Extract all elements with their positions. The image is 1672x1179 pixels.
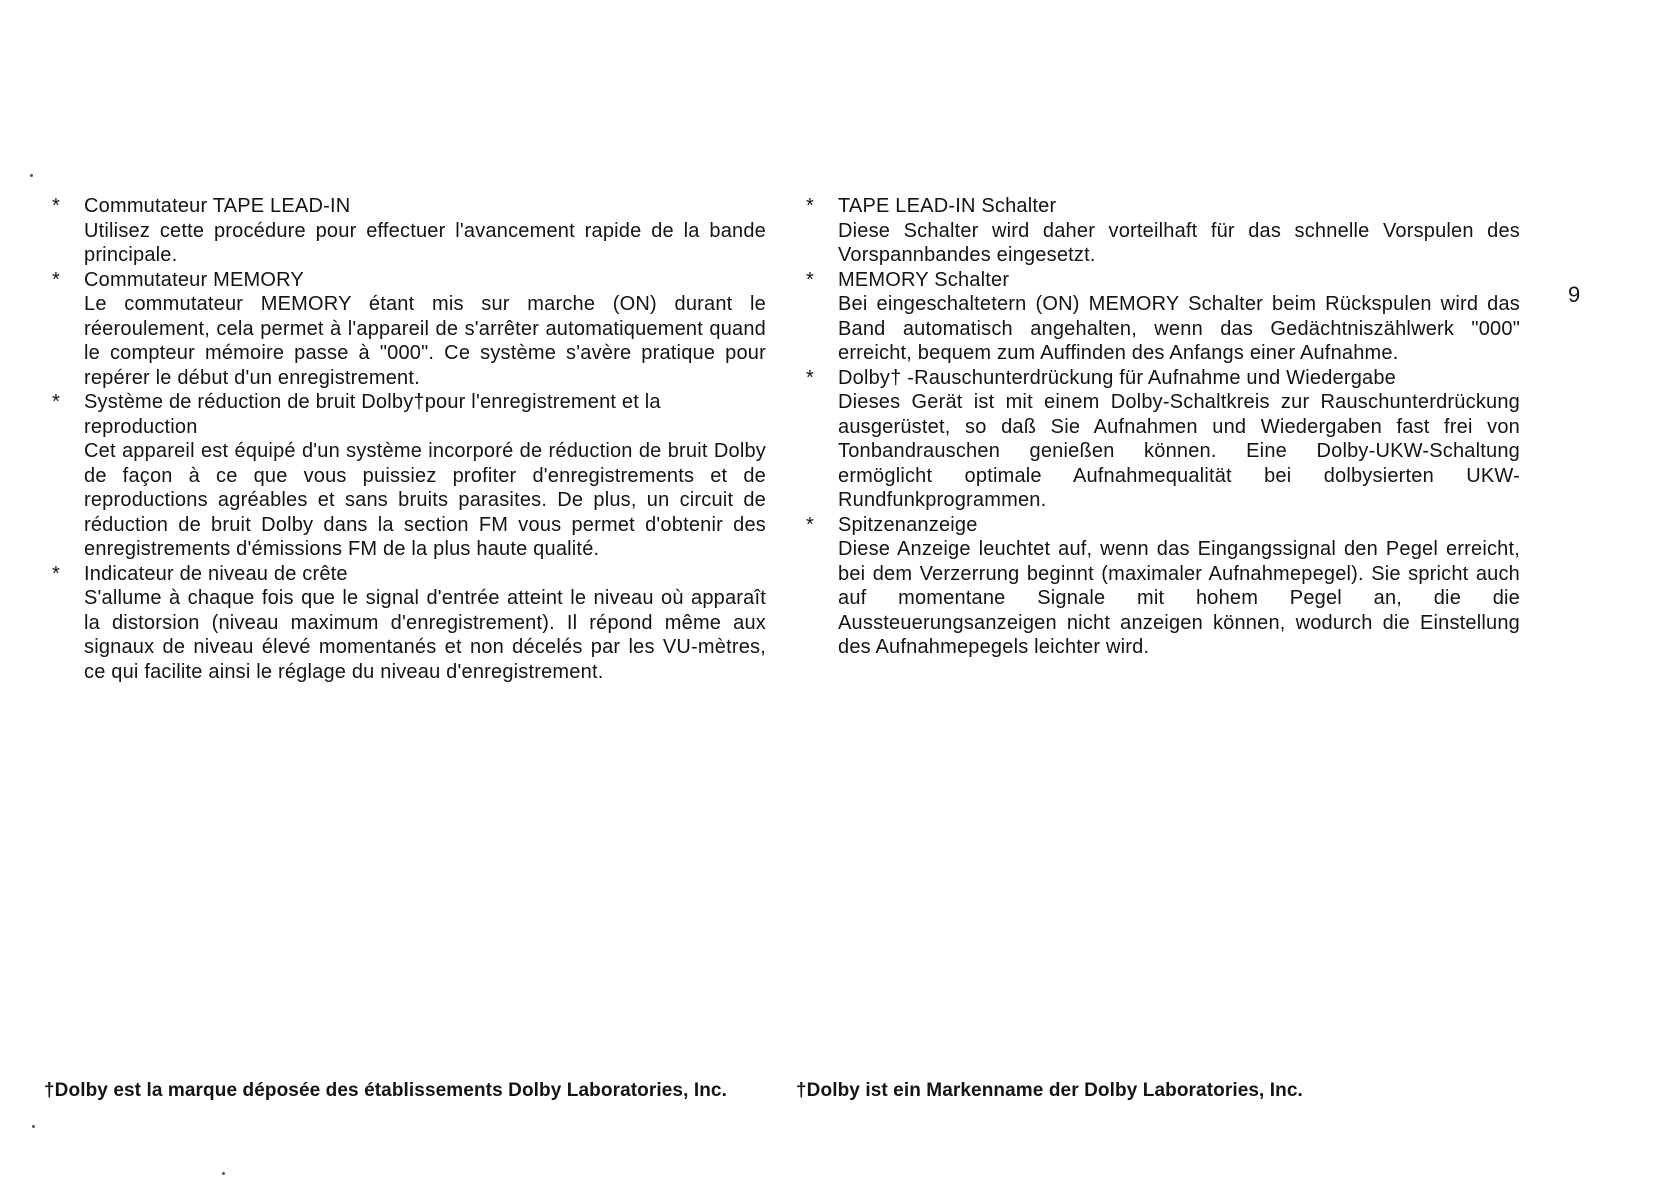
item-body: Le commutateur MEMORY étant mis sur marche (ON) durant le réeroulement, cela permet à l'appareil de s'arrêter automatiquement quand le compteur mémoire passe à "000". Ce système s'avère pratique pour repérer le début d'un enregistrement.: [84, 293, 766, 389]
item-body: Bei eingeschaltetern (ON) MEMORY Schalter beim Rückspulen wird das Band automatisch angehalten, wenn das Gedächtniszählwerk "000" erreicht, bequem zum Auffinden des Anfangs einer Aufnahme.: [838, 293, 1520, 364]
bullet-asterisk: *: [52, 195, 60, 217]
bullet-asterisk: *: [52, 562, 60, 585]
item-title: Spitzenanzeige: [838, 513, 978, 536]
item-title: Système de réduction de bruit Dolby†pour l'enregistrement et la reproduction: [84, 391, 661, 438]
item-body: Diese Schalter wird daher vorteilhaft für das schnelle Vorspulen des Vorspannbandes eingesetzt.: [838, 219, 1520, 266]
list-item-peak-indicator-de: [800, 513, 1520, 660]
list-item-memory-fr: [46, 268, 766, 391]
list-item-peak-indicator-fr: [46, 562, 766, 685]
footnote-german: †Dolby ist ein Markenname der Dolby Laboratories, Inc.: [796, 1080, 1303, 1101]
item-title: MEMORY Schalter: [838, 268, 1010, 291]
page-number: 9: [1568, 282, 1581, 307]
item-title: Dolby† -Rauschunterdrückung für Aufnahme und Wiedergabe: [838, 366, 1396, 389]
item-title: TAPE LEAD-IN Schalter: [838, 195, 1057, 217]
german-column: [800, 194, 1520, 660]
bullet-asterisk: *: [806, 195, 814, 217]
scan-speck: [32, 1125, 35, 1128]
item-title: Commutateur MEMORY: [84, 268, 304, 291]
list-item-dolby-fr: [46, 390, 766, 562]
bullet-asterisk: *: [52, 268, 60, 291]
bullet-asterisk: *: [52, 391, 60, 413]
list-item-tape-lead-in-fr: [46, 194, 766, 268]
item-body: Cet appareil est équipé d'un système incorporé de réduction de bruit Dolby de façon à ce que vous puissiez profiter d'enregistrements et de reproductions agréables et sans bruits parasites. De plus, un circuit de réduction de bruit Dolby dans la section FM vous permet d'obtenir des enregistrements d'émissions FM de la plus haute qualité.: [84, 440, 766, 560]
bullet-asterisk: *: [806, 513, 814, 536]
list-item-memory-de: [800, 268, 1520, 366]
list-item-dolby-de: [800, 366, 1520, 513]
list-item-tape-lead-in-de: [800, 194, 1520, 268]
bullet-asterisk: *: [806, 268, 814, 291]
bullet-asterisk: *: [806, 366, 814, 389]
item-title: Indicateur de niveau de crête: [84, 562, 348, 585]
item-title: Commutateur TAPE LEAD-IN: [84, 195, 351, 217]
scan-speck: [30, 174, 33, 177]
scan-speck: [222, 1172, 225, 1175]
item-body: Dieses Gerät ist mit einem Dolby-Schaltkreis zur Rauschunterdrückung ausgerüstet, so daß Sie Aufnahmen und Wiedergaben fast frei von Tonbandrauschen genießen können. Eine Dolby-UKW-Schaltung ermöglicht optimale Aufnahmequalität bei dolbysierten UKW-Rundfunkprogrammen.: [838, 391, 1520, 511]
item-body: S'allume à chaque fois que le signal d'entrée atteint le niveau où apparaît la distorsion (niveau maximum d'enregistrement). Il répond même aux signaux de niveau élevé momentanés et non décelés par les VU-mètres, ce qui facilite ainsi le réglage du niveau d'enregistrement.: [84, 587, 766, 683]
item-body: Diese Anzeige leuchtet auf, wenn das Eingangssignal den Pegel erreicht, bei dem Verzerrung beginnt (maximaler Aufnahmepegel). Sie spricht auch auf momentane Signale mit hohem Pegel an, die die Aussteuerungsanzeigen nicht anzeigen können, wodurch die Einstellung des Aufnahmepegels leichter wird.: [838, 538, 1520, 658]
footnote-french: †Dolby est la marque déposée des établissements Dolby Laboratories, Inc.: [44, 1080, 727, 1101]
french-column: [46, 194, 766, 684]
item-body: Utilisez cette procédure pour effectuer l'avancement rapide de la bande principale.: [84, 219, 766, 266]
